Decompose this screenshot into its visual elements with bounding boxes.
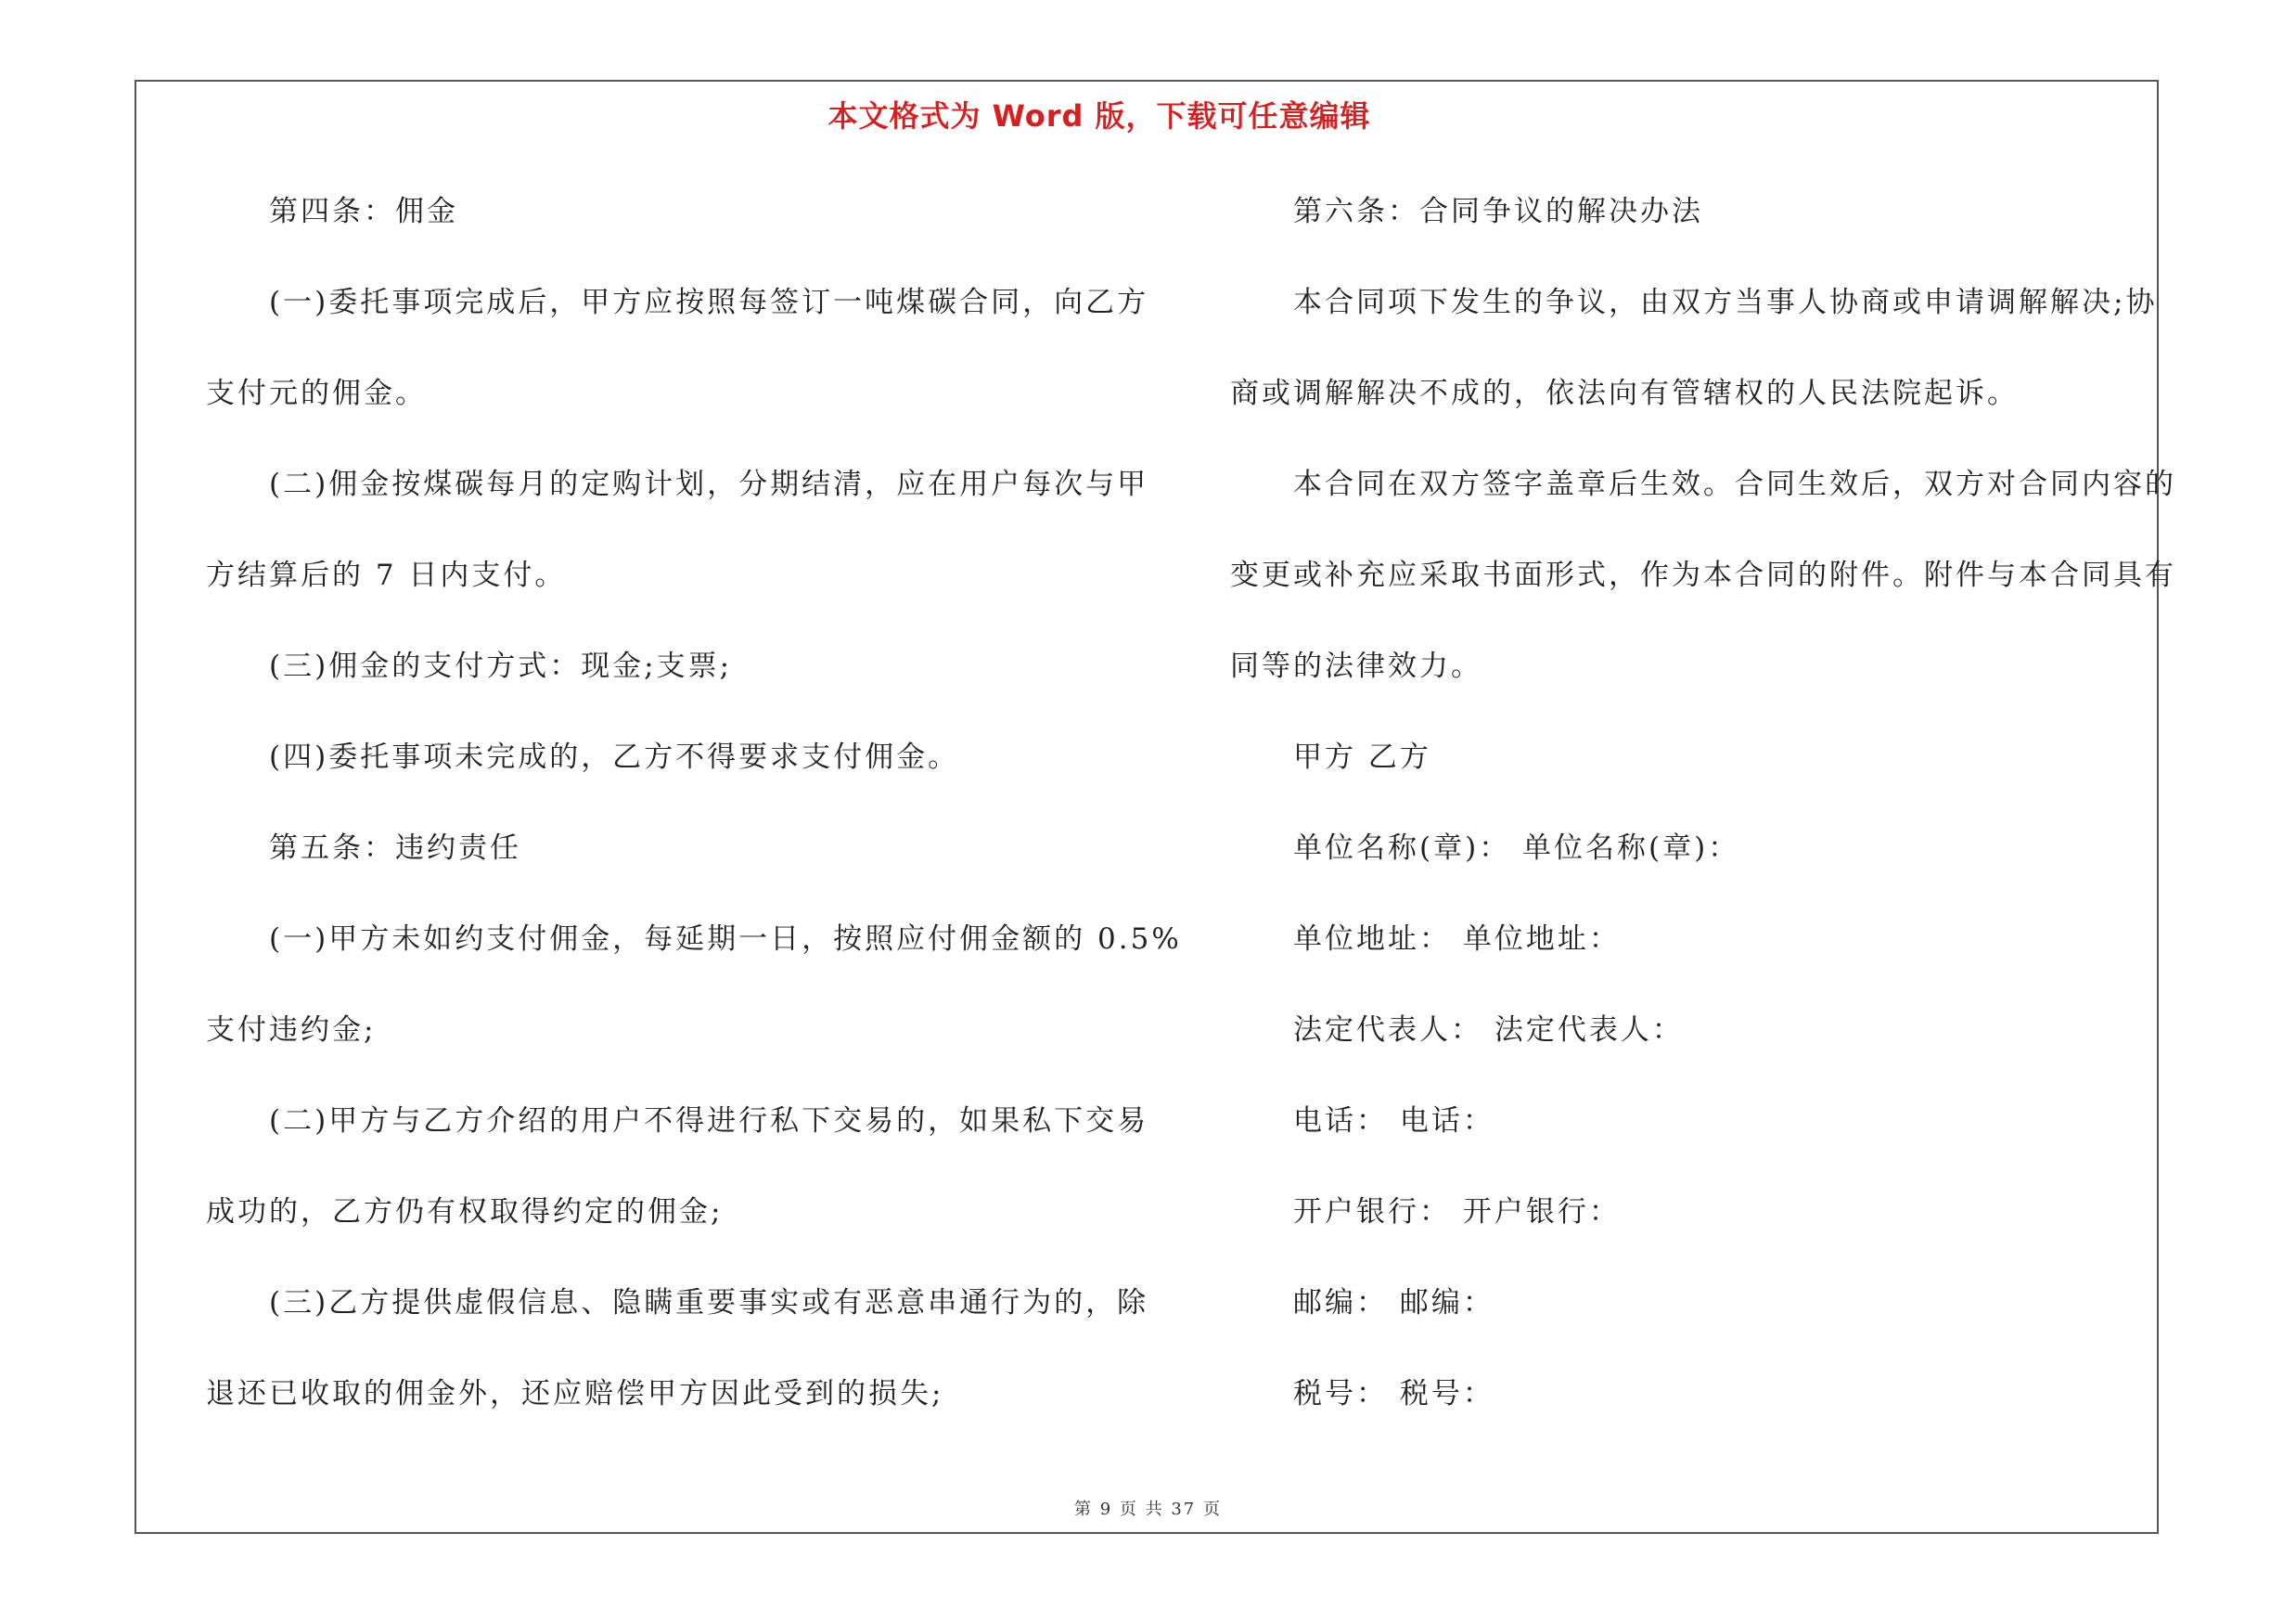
left-line: (二)佣金按煤碳每月的定购计划，分期结清，应在用户每次与甲 — [269, 468, 1149, 501]
page-number-footer: 第 9 页 共 37 页 — [1074, 1500, 1222, 1519]
left-line: 支付元的佣金。 — [206, 377, 427, 410]
right-line: 同等的法律效力。 — [1230, 650, 1482, 683]
right-line: 法定代表人： 法定代表人： — [1293, 1013, 1684, 1047]
document-banner: 本文格式为 Word 版，下载可任意编辑 — [827, 98, 1371, 134]
left-line: 第四条：佣金 — [269, 195, 458, 228]
left-line: 第五条：违约责任 — [269, 831, 521, 865]
right-line: 第六条：合同争议的解决办法 — [1293, 195, 1703, 228]
right-line: 邮编： 邮编： — [1293, 1286, 1494, 1320]
right-line: 税号： 税号： — [1293, 1377, 1494, 1410]
left-line: (三)乙方提供虚假信息、隐瞒重要事实或有恶意串通行为的，除 — [269, 1286, 1149, 1320]
right-line: 本合同在双方签字盖章后生效。合同生效后，双方对合同内容的 — [1293, 468, 2176, 501]
right-column — [1230, 186, 2176, 1459]
left-line: (三)佣金的支付方式：现金;支票; — [269, 650, 733, 683]
left-line: (四)委托事项未完成的，乙方不得要求支付佣金。 — [269, 741, 960, 774]
left-line: 退还已收取的佣金外，还应赔偿甲方因此受到的损失; — [206, 1377, 944, 1410]
right-line: 本合同项下发生的争议，由双方当事人协商或申请调解解决;协 — [1293, 286, 2158, 319]
right-line: 商或调解解决不成的，依法向有管辖权的人民法院起诉。 — [1230, 377, 2019, 410]
left-line: (二)甲方与乙方介绍的用户不得进行私下交易的，如果私下交易 — [269, 1104, 1149, 1138]
left-column — [206, 186, 1182, 1459]
right-line: 单位名称(章)： 单位名称(章)： — [1293, 831, 1740, 865]
left-line: 支付违约金; — [206, 1013, 377, 1047]
right-line: 单位地址： 单位地址： — [1293, 922, 1621, 956]
right-line: 电话： 电话： — [1293, 1104, 1494, 1138]
right-line: 甲方 乙方 — [1293, 741, 1431, 774]
right-line: 变更或补充应采取书面形式，作为本合同的附件。附件与本合同具有 — [1230, 559, 2176, 592]
left-line: 方结算后的 7 日内支付。 — [206, 559, 567, 592]
left-line: (一)委托事项完成后，甲方应按照每签订一吨煤碳合同，向乙方 — [269, 286, 1149, 319]
right-line: 开户银行： 开户银行： — [1293, 1195, 1621, 1229]
left-line: 成功的，乙方仍有权取得约定的佣金; — [206, 1195, 724, 1229]
left-line: (一)甲方未如约支付佣金，每延期一日，按照应付佣金额的 0.5% — [269, 922, 1182, 956]
